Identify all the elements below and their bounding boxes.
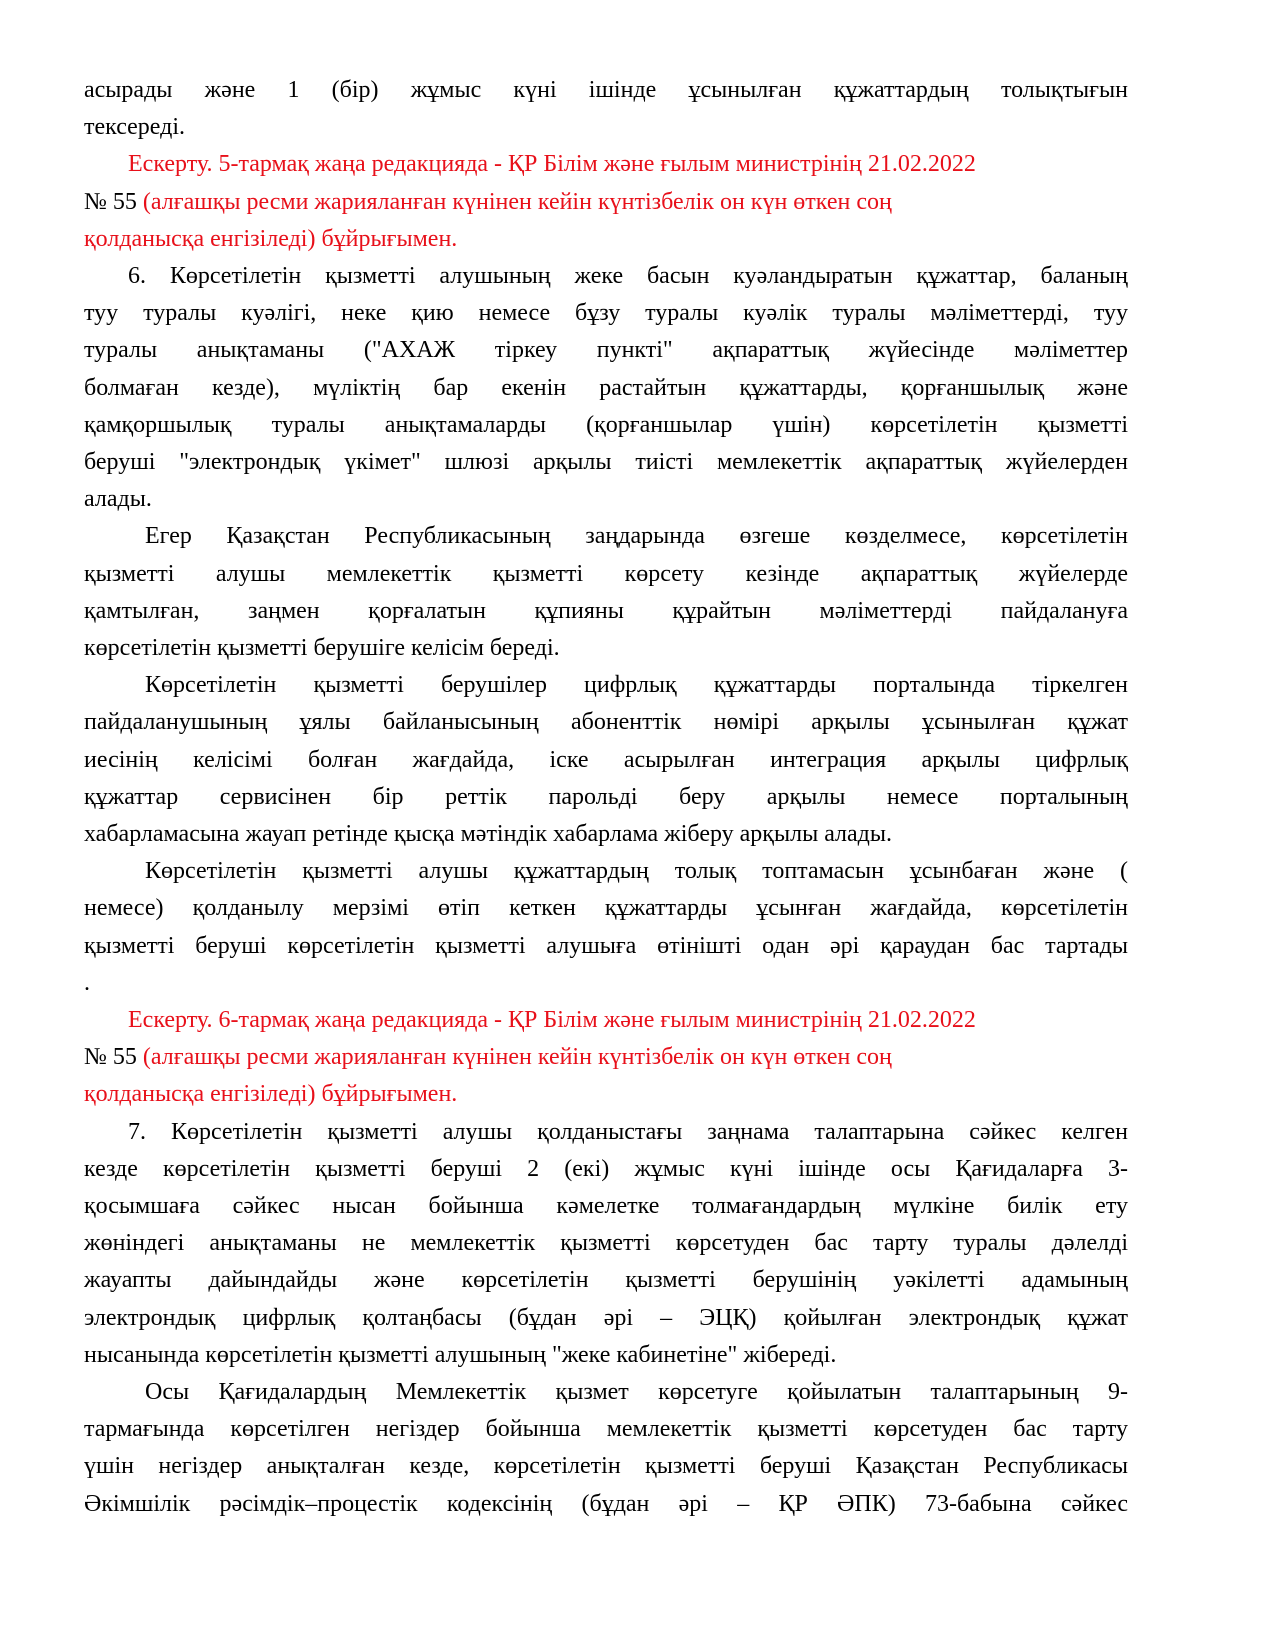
body-text-line: Көрсетілетін қызметті алушы құжаттардың толық топтамасын ұсынбаған және (	[145, 858, 1128, 885]
body-text-line: 7. Көрсетілетін қызметті алушы қолданыстағы заңнама талаптарына сәйкес келген	[128, 1118, 1128, 1145]
body-text-line: болмаған кезде), мүліктің бар екенін растайтын құжаттарды, қорғаншылық және	[84, 374, 1128, 401]
body-text-line: Осы Қағидалардың Мемлекеттік қызмет көрсетуге қойылатын талаптарының 9-	[145, 1379, 1128, 1405]
body-text-line: қамқоршылық туралы анықтамаларды (қорғаншылар үшін) көрсетілетін қызметті	[84, 411, 1128, 438]
order-number: № 55	[84, 188, 143, 215]
amendment-note-line	[84, 1076, 1128, 1112]
body-text-line: үшін негіздер анықталған кезде, көрсетілетін қызметті беруші Қазақстан Республикасы	[84, 1453, 1128, 1480]
amendment-note-line	[84, 1039, 1128, 1075]
amendment-note-line	[128, 1002, 1128, 1038]
amendment-note-text: Ескерту. 6-тармақ жаңа редакцияда - ҚР Білім және ғылым министрінің 21.02.2022	[128, 1007, 976, 1033]
amendment-note-text: (алғашқы ресми жарияланған күнінен кейін күнтізбелік он күн өткен соң	[142, 188, 892, 215]
body-text-line: қызметті беруші көрсетілетін қызметті алушыға өтінішті одан әрі қараудан бас тартады	[84, 932, 1128, 959]
body-text-line: кезде көрсетілетін қызметті беруші 2 (екі) жұмыс күні ішінде осы Қағидаларға 3-	[84, 1155, 1128, 1182]
order-number: № 55	[84, 1044, 143, 1071]
body-text-line: туу туралы куәлігі, неке қию немесе бұзу туралы куәлік туралы мәліметтерді, туу	[84, 300, 1128, 327]
body-text-line: көрсетілетін қызметті берушіге келісім береді.	[84, 635, 560, 661]
body-text-line: Көрсетілетін қызметті берушілер цифрлық құжаттарды порталында тіркелген	[145, 672, 1128, 699]
amendment-note-text: қолданысқа енгізіледі) бұйрығымен.	[84, 225, 458, 252]
amendment-note-line	[84, 221, 1128, 257]
body-text-line: нысанында көрсетілетін қызметті алушының "жеке кабинетіне" жібереді.	[84, 1341, 837, 1368]
amendment-note-line	[128, 146, 1128, 182]
body-text-line: тексереді.	[84, 114, 186, 141]
body-text-line: .	[84, 969, 90, 996]
amendment-note-text: қолданысқа енгізіледі) бұйрығымен.	[84, 1081, 458, 1108]
body-text-line: қосымшаға сәйкес нысан бойынша кәмелетке толмағандардың мүлкіне билік ету	[84, 1193, 1128, 1219]
body-text-line: жөніндегі анықтаманы не мемлекеттік қызметті көрсетуден бас тарту туралы дәлелді	[84, 1230, 1128, 1257]
body-text-line: 6. Көрсетілетін қызметті алушының жеке басын куәландыратын құжаттар, баланың	[128, 263, 1128, 289]
body-text-line: жауапты дайындайды және көрсетілетін қызметті берушінің уәкілетті адамының	[84, 1267, 1128, 1294]
body-text-line: Әкімшілік рәсімдік–процестік кодексінің (бұдан әрі – ҚР ӘПК) 73-бабына сәйкес	[84, 1490, 1128, 1517]
body-text-line: тармағында көрсетілген негіздер бойынша мемлекеттік қызметті көрсетуден бас тарту	[84, 1416, 1128, 1443]
body-text-line: иесінің келісімі болған жағдайда, іске асырылған интеграция арқылы цифрлық	[84, 746, 1128, 773]
body-text-line: алады.	[84, 486, 152, 513]
amendment-note-text: Ескерту. 5-тармақ жаңа редакцияда - ҚР Білім және ғылым министрінің 21.02.2022	[128, 151, 976, 178]
body-text-line: туралы анықтаманы ("АХАЖ тіркеу пункті" ақпараттық жүйесінде мәліметтер	[84, 337, 1128, 364]
body-text-line: асырады және 1 (бір) жұмыс күні ішінде ұсынылған құжаттардың толықтығын	[84, 77, 1128, 103]
body-text-line: қамтылған, заңмен қорғалатын құпияны құрайтын мәліметтерді пайдалануға	[84, 597, 1128, 624]
body-text-line: пайдаланушының ұялы байланысының абоненттік нөмірі арқылы ұсынылған құжат	[84, 709, 1128, 736]
body-text-line: Егер Қазақстан Республикасының заңдарында өзгеше көзделмесе, көрсетілетін	[145, 523, 1128, 550]
amendment-note-line	[84, 184, 1128, 220]
body-text-line: қызметті алушы мемлекеттік қызметті көрсету кезінде ақпараттық жүйелерде	[84, 560, 1128, 587]
body-text-line: немесе) қолданылу мерзімі өтіп кеткен құжаттарды ұсынған жағдайда, көрсетілетін	[84, 895, 1128, 922]
body-text-line: хабарламасына жауап ретінде қысқа мәтіндік хабарлама жіберу арқылы алады.	[84, 821, 893, 847]
amendment-note-text: (алғашқы ресми жарияланған күнінен кейін күнтізбелік он күн өткен соң	[142, 1044, 892, 1071]
body-text-line: құжаттар сервисінен бір реттік парольді беру арқылы немесе порталының	[84, 783, 1128, 810]
body-text-line: электрондық цифрлық қолтаңбасы (бұдан әрі – ЭЦҚ) қойылған электрондық құжат	[84, 1304, 1128, 1331]
body-text-line: беруші "электрондық үкімет" шлюзі арқылы тиісті мемлекеттік ақпараттық жүйелерден	[84, 449, 1128, 475]
